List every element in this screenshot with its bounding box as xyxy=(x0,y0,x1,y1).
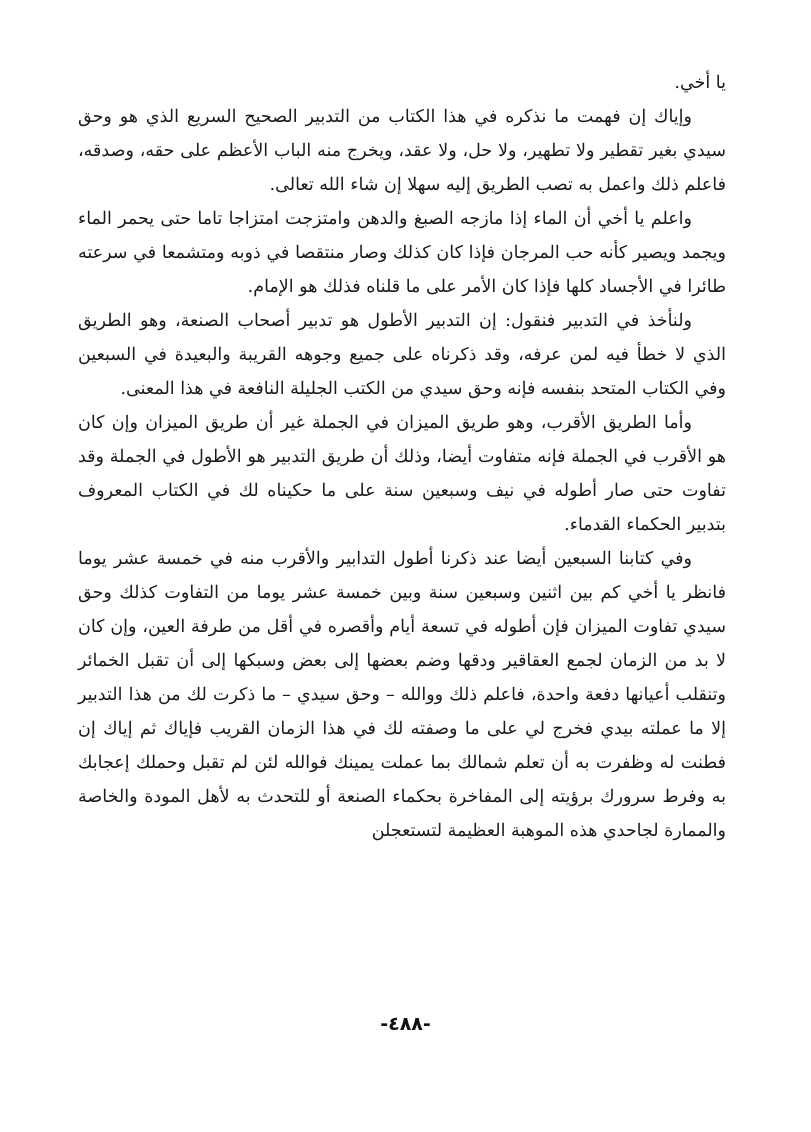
paragraph-3: واعلم يا أخي أن الماء إذا مازجه الصبغ والدهن وامتزجت امتزاجا تاما حتى يحمر الماء ويجمد ويصير كأنه حب المرجان فإذا كان كذلك وصار منتقصا في ذوبه ومتشمعا في سرعته طائرا في الأجساد كلها فإذا كان الأمر على ما قلناه فذلك هو الإمام. xyxy=(78,209,726,297)
paragraph-4: ولنأخذ في التدبير فنقول: إن التدبير الأطول هو تدبير أصحاب الصنعة، وهو الطريق الذي لا خطأ فيه لمن عرفه، وقد ذكرناه على جميع وجوهه القريبة والبعيدة في السبعين وفي الكتاب المتحد بنفسه فإنه وحق سيدي من الكتب الجليلة النافعة في هذا المعنى. xyxy=(78,311,726,399)
paragraph-2: وإياك إن فهمت ما نذكره في هذا الكتاب من التدبير الصحيح السريع الذي هو وحق سيدي بغير تقطير ولا تطهير، ولا حل، ولا عقد، ويخرج منه الباب الأعظم على حقه، وصدقه، فاعلم ذلك واعمل به تصب الطريق إليه سهلا إن شاء الله تعالى. xyxy=(78,107,726,195)
paragraph-1: يا أخي. xyxy=(674,73,726,93)
body-text xyxy=(78,66,726,848)
page-number: -٤٨٨- xyxy=(380,1013,431,1035)
paragraph-5: وأما الطريق الأقرب، وهو طريق الميزان في الجملة غير أن طريق الميزان وإن كان هو الأقرب في الجملة فإنه متفاوت أيضا، وذلك أن طريق التدبير هو الأطول في الجملة وقد تفاوت حتى صار أطوله في نيف وسبعين سنة على ما حكيناه لك في الكتاب المعروف بتدبير الحكماء القدماء. xyxy=(78,413,726,535)
paragraph-6: وفي كتابنا السبعين أيضا عند ذكرنا أطول التدابير والأقرب منه في خمسة عشر يوما فانظر يا أخي كم بين اثنين وسبعين سنة وبين خمسة عشر يوما من التفاوت كذلك وحق سيدي تفاوت الميزان فإن أطوله في تسعة أيام وأقصره في أقل من طرفة العين، وإن كان لا بد من الزمان لجمع العقاقير ودقها وضم بعضها إلى بعض وسبكها إلى أن تقبل الخمائر وتنقلب أعيانها دفعة واحدة، فاعلم ذلك ووالله – وحق سيدي – ما ذكرت لك من هذا التدبير إلا ما عملته بيدي فخرج لي على ما وصفته لك في هذا الزمان القريب فإياك ثم إياك إن فطنت له وظفرت به أن تعلم شمالك بما عملت يمينك فوالله لئن لم تقبل وحملك إعجابك به وفرط سرورك برؤيته إلى المفاخرة بحكماء الصنعة أو للتحدث به لأهل المودة والخاصة والممارة لجاحدي هذه الموهبة العظيمة لتستعجلن xyxy=(78,549,726,841)
